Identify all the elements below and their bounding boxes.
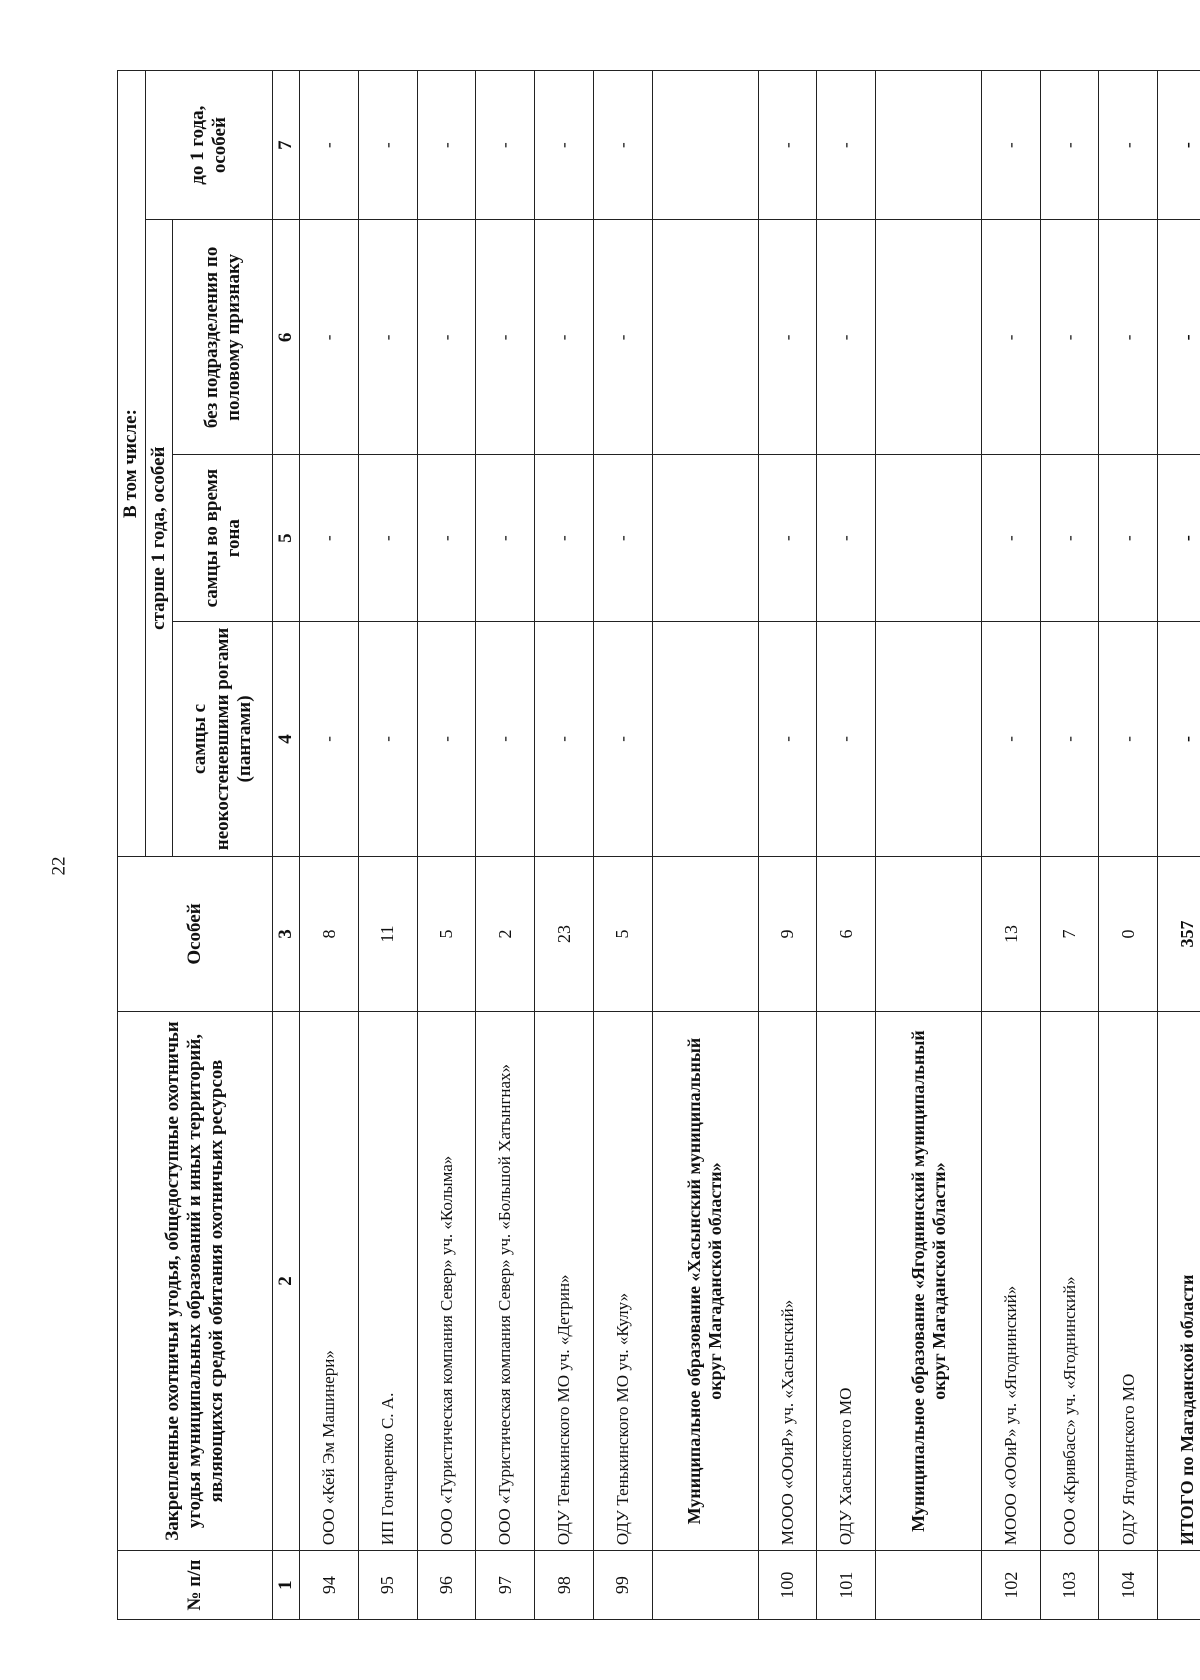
colnum-4: 4 [273, 621, 300, 856]
header-including: В том числе: [118, 71, 146, 857]
colnum-1: 1 [273, 1551, 300, 1620]
colnum-3: 3 [273, 857, 300, 1012]
colnum-2: 2 [273, 1011, 300, 1550]
header-col6: без подразделения по половому признаку [173, 220, 273, 455]
colnum-6: 6 [273, 220, 300, 455]
game-count-table [117, 70, 1200, 1620]
rotated-table-wrapper [117, 70, 1200, 1620]
table-row: 95 ИП Гончаренко С. А. 11 - - - - [358, 71, 417, 1620]
page-number: 22 [48, 856, 70, 876]
grand-total-value: 357 [1158, 857, 1200, 1012]
header-col7: до 1 года, особей [146, 71, 273, 220]
table-row: 101 ОДУ Хасынского МО 6 - - - - [817, 71, 876, 1620]
section-row-hasyn [652, 71, 758, 1620]
section-title-hasyn: Муниципальное образование «Хасынский муниципальный округ Магаданской области» [652, 1011, 758, 1550]
colnum-5: 5 [273, 455, 300, 621]
header-col5: самцы во время гона [173, 455, 273, 621]
header-num: № п/п [118, 1551, 273, 1620]
table-row: 97 ООО «Туристическая компания Север» уч. «Большой Хатынгнах» 2 - - - - [476, 71, 535, 1620]
table-row: 98 ОДУ Тенькинского МО уч. «Детрин» 23 - - - - [535, 71, 594, 1620]
grand-total-label: ИТОГО по Магаданской области [1158, 1011, 1200, 1550]
table-row: 103 ООО «Кривбасс» уч. «Ягоднинский» 7 - - - - [1040, 71, 1099, 1620]
header-col4: самцы с неокостеневшими рогами (пантами) [173, 621, 273, 856]
section-row-yagod [876, 71, 982, 1620]
header-total: Особей [118, 857, 273, 1012]
header-older: старше 1 года, особей [146, 220, 173, 857]
table-row: 100 МООО «ООиР» уч. «Хасынский» 9 - - - - [758, 71, 817, 1620]
colnum-7: 7 [273, 71, 300, 220]
table-row: 96 ООО «Туристическая компания Север» уч. «Колыма» 5 - - - - [417, 71, 476, 1620]
header-name: Закрепленные охотничьи угодья, общедоступные охотничьи угодья муниципальных образований и иных территорий, являющихся средой обитания охотничьих ресурсов [118, 1011, 273, 1550]
table-row: 104 ОДУ Ягоднинского МО 0 - - - - [1099, 71, 1158, 1620]
section-title-yagod: Муниципальное образование «Ягоднинский муниципальный округ Магаданской области» [876, 1011, 982, 1550]
column-number-row [273, 71, 300, 1620]
grand-total-row: ИТОГО по Магаданской области 357 - - - - [1158, 71, 1200, 1620]
table-row: 94 ООО «Кей Эм Машинери» 8 - - - - [300, 71, 359, 1620]
table-row: 102 МООО «ООиР» уч. «Ягоднинский» 13 - - - - [982, 71, 1041, 1620]
table-row: 99 ОДУ Тенькинского МО уч. «Кулу» 5 - - - - [593, 71, 652, 1620]
